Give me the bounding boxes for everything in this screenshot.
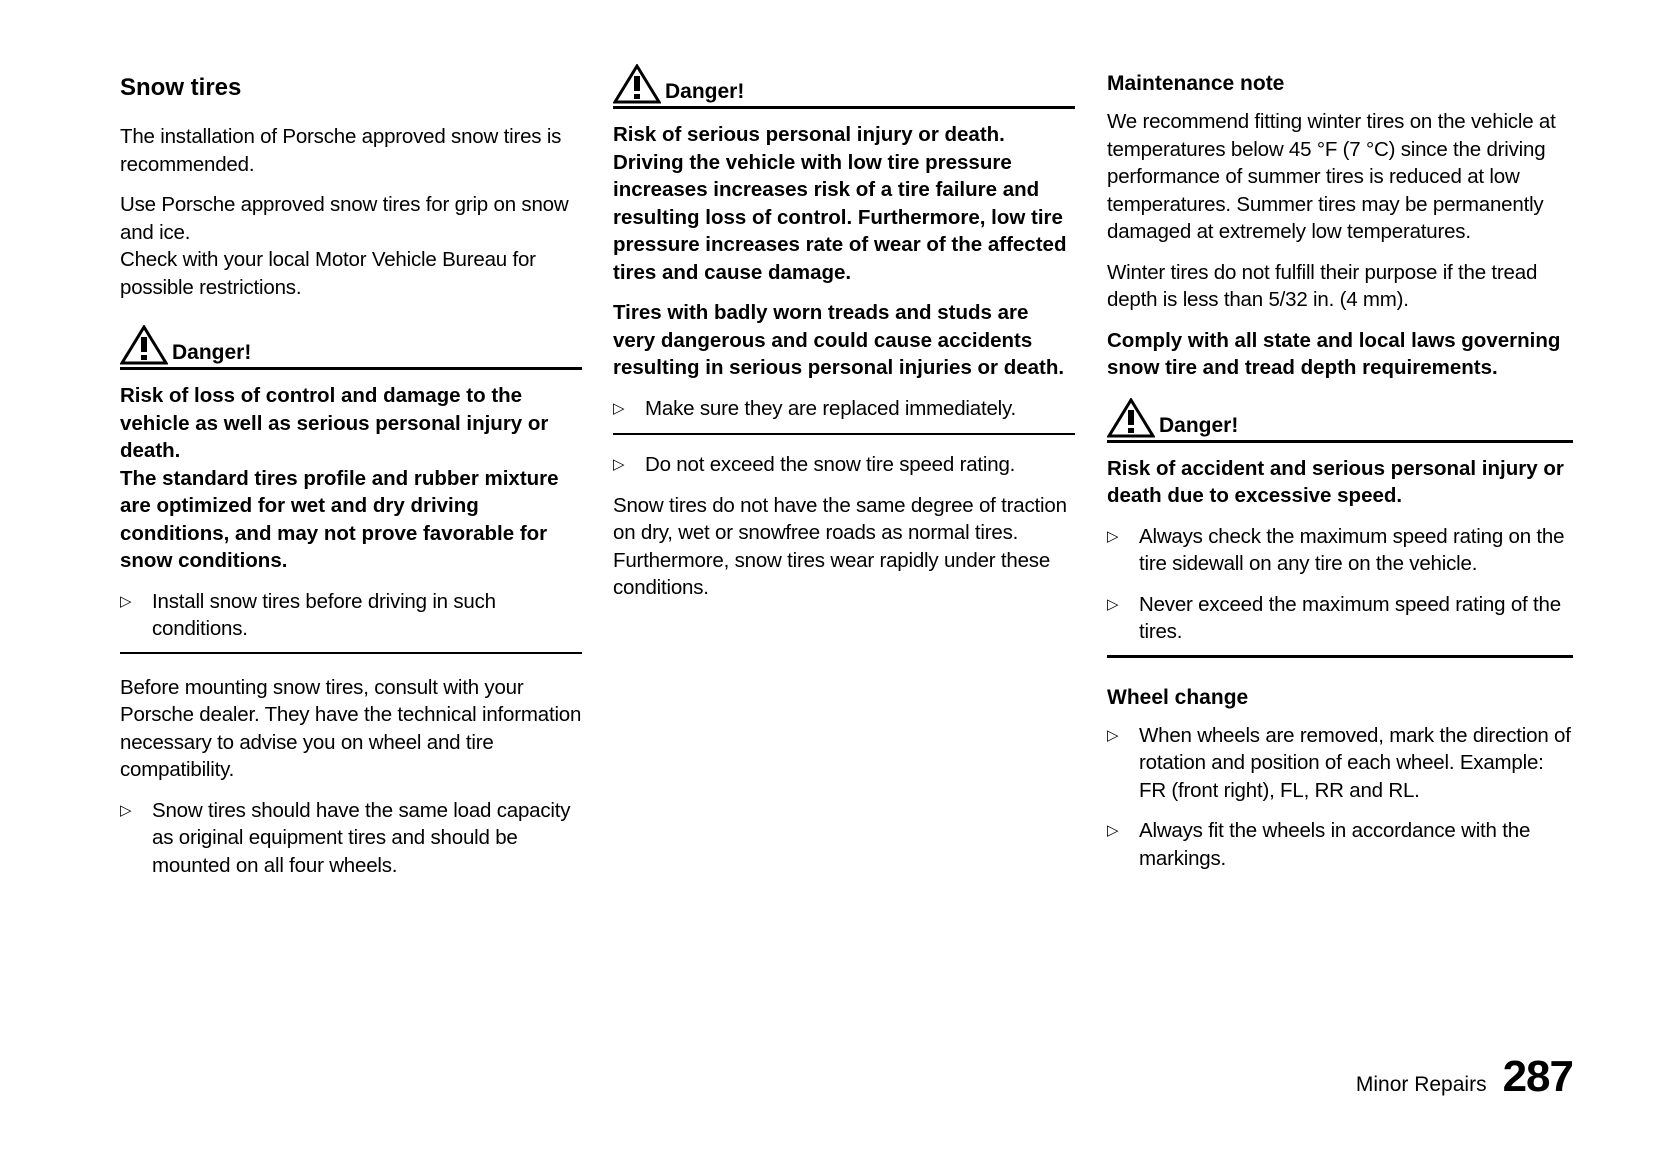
danger-header	[613, 64, 1075, 109]
danger-label: Danger!	[172, 341, 252, 364]
list-item-text: Always fit the wheels in accordance with the markings.	[1139, 819, 1531, 870]
section-heading-snow-tires: Snow tires	[120, 74, 242, 101]
list-item-text: Make sure they are replaced immediately.	[645, 396, 1017, 420]
page-footer	[1356, 1052, 1573, 1102]
danger-text: Risk of loss of control and damage to the vehicle as well as serious personal injury or death.	[120, 384, 549, 462]
triangle-bullet-icon: ▷	[120, 801, 132, 819]
triangle-bullet-icon: ▷	[1107, 527, 1119, 545]
section-heading-maintenance-note: Maintenance note	[1107, 72, 1285, 95]
section-heading-wheel-change: Wheel change	[1107, 685, 1249, 709]
paragraph: We recommend fitting winter tires on the vehicle at temperatures below 45 °F (7 °C) since the driving performance of summer tires is reduced at low temperatures. Summer tires may be permanently damaged at extremely low temperatures.	[1107, 110, 1556, 243]
paragraph: The installation of Porsche approved snow tires is recommended.	[120, 125, 562, 176]
triangle-bullet-icon: ▷	[120, 592, 132, 610]
list-item	[613, 451, 1075, 479]
divider	[613, 433, 1075, 435]
paragraph: Furthermore, snow tires wear rapidly under these conditions.	[613, 548, 1051, 599]
list-item	[1107, 817, 1573, 872]
paragraph: Winter tires do not fulfill their purpose if the tread depth is less than 5/32 in. (4 mm).	[1107, 260, 1538, 311]
page-number: 287	[1502, 1052, 1573, 1101]
danger-header	[120, 325, 582, 370]
column-left	[120, 70, 582, 892]
triangle-bullet-icon: ▷	[1107, 726, 1119, 744]
list-item	[1107, 722, 1573, 805]
warning-triangle-icon	[1107, 398, 1155, 438]
list-item-text: Install snow tires before driving in such conditions.	[152, 589, 496, 640]
column-right	[1107, 70, 1573, 885]
divider	[1107, 655, 1573, 658]
triangle-bullet-icon: ▷	[1107, 595, 1119, 613]
danger-text: Risk of serious personal injury or death. Driving the vehicle with low tire pressure increases increases risk of a tire failure and resulting loss of control. Furthermore, low tire pressure increases rate of wear of the affected tires and cause damage.	[613, 123, 1067, 284]
warning-triangle-icon	[613, 64, 661, 104]
triangle-bullet-icon: ▷	[613, 456, 625, 473]
column-middle	[613, 70, 1075, 615]
triangle-bullet-icon: ▷	[1107, 822, 1119, 839]
danger-text: Tires with badly worn treads and studs are very dangerous and could cause accidents resulting in serious personal injuries or death.	[613, 301, 1065, 379]
danger-label: Danger!	[665, 80, 745, 103]
danger-header	[1107, 398, 1573, 443]
list-item-text: Never exceed the maximum speed rating of the tires.	[1139, 592, 1561, 643]
warning-triangle-icon	[120, 325, 168, 365]
list-item	[613, 395, 1075, 423]
list-item	[1107, 523, 1573, 578]
divider	[120, 652, 582, 654]
danger-text: The standard tires profile and rubber mixture are optimized for wet and dry driving conditions, and may not prove favorable for snow conditions.	[120, 466, 559, 572]
list-item-text: Always check the maximum speed rating on the tire sidewall on any tire on the vehicle.	[1139, 524, 1565, 575]
list-item	[120, 797, 582, 880]
danger-text: Risk of accident and serious personal injury or death due to excessive speed.	[1107, 456, 1564, 507]
list-item-text: Snow tires should have the same load capacity as original equipment tires and should be mounted on all four wheels.	[152, 798, 571, 877]
bold-notice: Comply with all state and local laws governing snow tire and tread depth requirements.	[1107, 328, 1561, 379]
paragraph: Check with your local Motor Vehicle Bureau for possible restrictions.	[120, 248, 536, 299]
list-item	[1107, 591, 1573, 646]
paragraph: Snow tires do not have the same degree of traction on dry, wet or snowfree roads as normal tires.	[613, 493, 1067, 544]
list-item-text: Do not exceed the snow tire speed rating.	[645, 453, 1016, 476]
danger-label: Danger!	[1159, 413, 1239, 437]
footer-section-title: Minor Repairs	[1355, 1073, 1487, 1096]
paragraph: Use Porsche approved snow tires for grip on snow and ice.	[120, 193, 569, 244]
paragraph: Before mounting snow tires, consult with your Porsche dealer. They have the technical information necessary to advise you on wheel and tire compatibility.	[120, 675, 582, 781]
list-item-text: When wheels are removed, mark the direction of rotation and position of each wheel. Example: FR (front right), FL, RR and RL.	[1139, 723, 1571, 802]
triangle-bullet-icon: ▷	[613, 399, 625, 417]
list-item	[120, 588, 582, 643]
